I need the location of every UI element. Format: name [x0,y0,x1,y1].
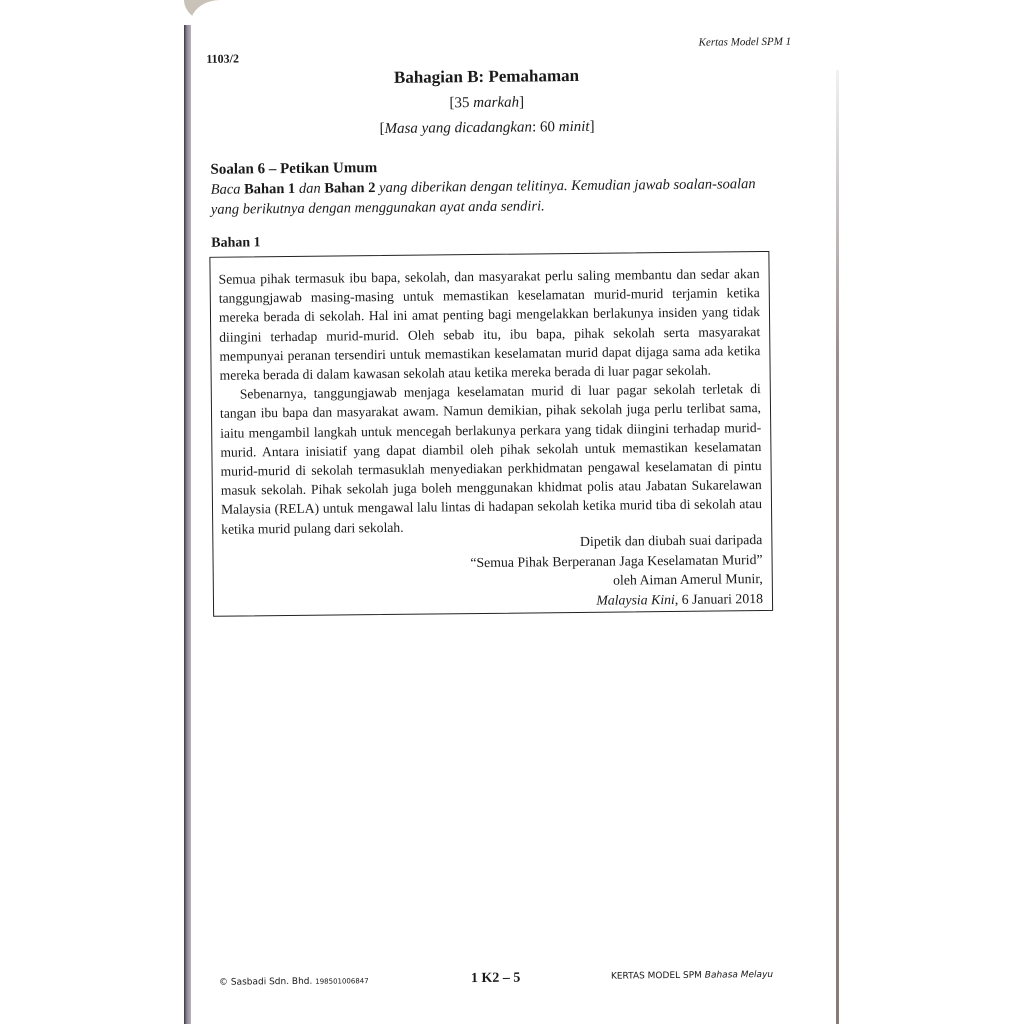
footer-series [611,970,773,982]
publisher-name: © Sasbadi Sdn. Bhd. [218,976,313,988]
source-date: , 6 Januari 2018 [674,590,764,607]
footer-publisher [219,976,369,988]
section-title: Bahagian B: Pemahaman [393,65,580,87]
question-title: Soalan 6 – Petikan Umum [210,160,378,178]
instr-part: dan [295,180,325,197]
instr-part: yang diberikan dengan telitinya. Kemudian jawab soalan-soalan yang berikutnya dengan menggunakan ayat anda sendiri. [210,176,756,218]
source-line-3: oleh Aiman Amerul Munir, [613,571,763,588]
passage-box [209,251,773,617]
passage-source [470,530,763,611]
marks-word: markah [473,94,520,112]
series-caps: KERTAS MODEL SPM [610,970,705,982]
bahan-1-label: Bahan 1 [211,235,261,251]
publisher-reg-no: 198501006847 [315,977,369,986]
time-prefix: [ [379,120,385,138]
instr-part: Baca [210,181,245,198]
book-spine-edge [184,25,191,1024]
exam-page [191,23,846,1024]
passage-paragraph-1: Semua pihak termasuk ibu bapa, sekolah, dan masyarakat perlu saling membantu dan sedar akan tanggungjawab masing-masing untuk memastikan keselamatan murid-murid terjamin ketika mereka berada di sekolah. Hal ini amat penting bagi mengelakkan berlakunya insiden yang tidak diingini terhadap murid-murid. Oleh sebab itu, ibu bapa, pihak sekolah serta masyarakat mempunyai peranan tersendiri untuk memastikan keselamatan murid dapat dijaga sama ada ketika mereka berada di dalam kawasan sekolah atau ketika mereka berada di luar pagar sekolah. [218,266,761,383]
passage-paragraph-2: Sebenarnya, tanggungjawab menjaga keselamatan murid di luar pagar sekolah terletak di tangan ibu bapa dan masyarakat awam. Namun demikian, pihak sekolah juga perlu terlibat sama, iaitu mengambil langkah untuk mencegah berlakunya perkara yang tidak diingini terhadap murid-murid. Antara inisiatif yang dapat diambil oleh pihak sekolah untuk memastikan keselamatan murid-murid di sekolah termasuklah menyediakan perkhidmatan pengawal keselamatan di pintu masuk sekolah. Pihak sekolah juga boleh menggunakan khidmat polis atau Jabatan Sukarelawan Malaysia (RELA) untuk mengawal lalu lintas di hadapan sekolah ketika murid tiba di sekolah atau ketika murid pulang dari sekolah. [219,381,763,537]
source-line-4 [471,589,764,612]
time-unit: minit [558,118,590,136]
time-suffix: ] [589,118,595,135]
source-publication: Malaysia Kini [596,591,675,608]
source-line-1: Dipetik dan diubah suai daripada [579,532,763,549]
paper-code: 1103/2 [206,51,240,66]
source-line-2: “Semua Pihak Berperanan Jaga Keselamatan Murid” [470,551,763,570]
instr-bahan2: Bahan 2 [324,180,376,197]
section-time [192,117,782,140]
marks-suffix: ] [518,94,525,111]
series-subject: Bahasa Melayu [704,969,774,981]
instr-bahan1: Bahan 1 [244,180,296,198]
question-instructions [211,174,786,220]
time-value: : 60 [531,119,559,136]
marks-prefix: [35 [449,95,474,112]
time-label: Masa yang dicadangkan [384,119,533,137]
paper-series: Kertas Model SPM 1 [698,35,792,49]
section-marks [192,92,782,115]
page-number: 1 K2 – 5 [470,970,521,987]
